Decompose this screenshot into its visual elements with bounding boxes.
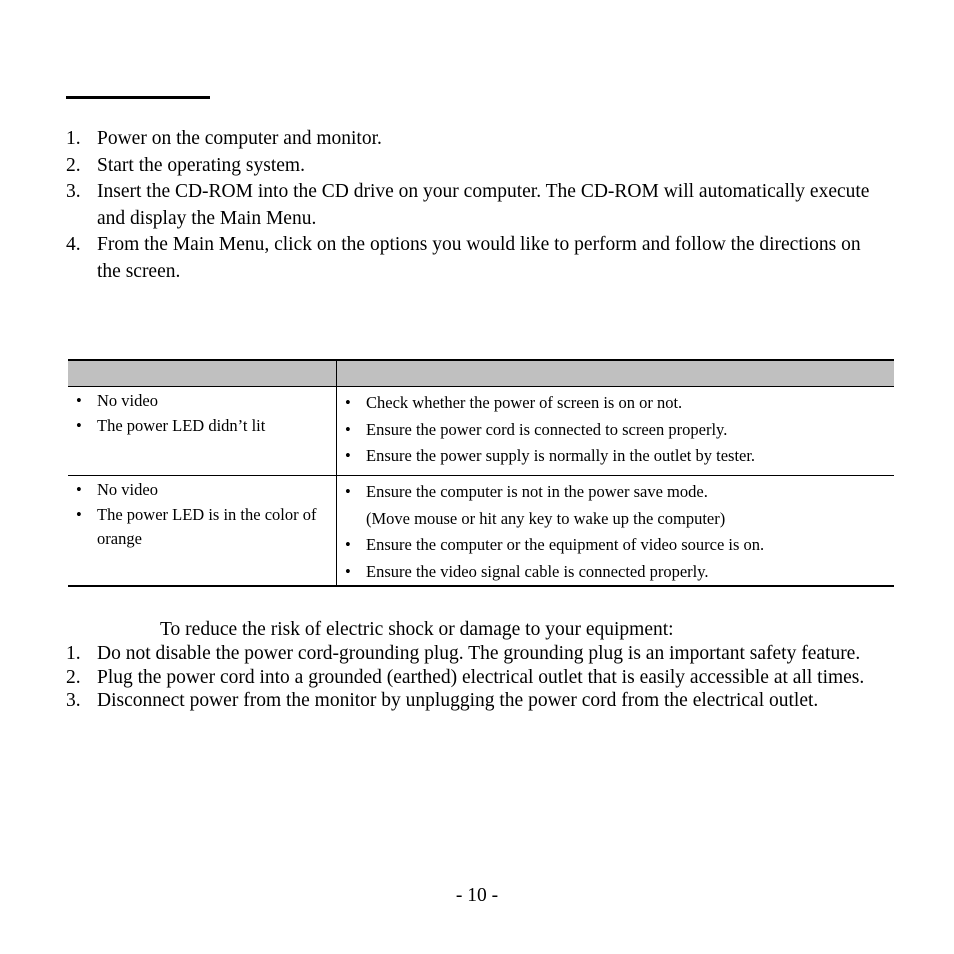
bullet-icon: • bbox=[76, 504, 82, 524]
warning-list bbox=[66, 642, 896, 713]
solution-column-header bbox=[337, 360, 895, 387]
list-item bbox=[345, 559, 894, 586]
list-item bbox=[345, 479, 894, 506]
step-number: 4. bbox=[66, 234, 81, 255]
solution-text: Ensure the power cord is connected to screen properly. bbox=[366, 419, 728, 439]
bullet-icon: • bbox=[345, 535, 351, 554]
list-item bbox=[76, 478, 336, 503]
warning-item bbox=[66, 666, 896, 690]
solution-text: Check whether the power of screen is on or not. bbox=[366, 393, 683, 412]
install-steps-list bbox=[66, 126, 886, 285]
step-text: Insert the CD-ROM into the CD drive on your computer. The CD-ROM will automatically execute and display the Main Menu. bbox=[97, 181, 870, 229]
solution-text: Ensure the computer is not in the power save mode. bbox=[366, 482, 708, 501]
list-item bbox=[345, 443, 894, 470]
bullet-icon: • bbox=[345, 446, 351, 465]
warning-number: 3. bbox=[66, 690, 81, 711]
list-item bbox=[76, 414, 336, 439]
bullet-icon: • bbox=[345, 393, 351, 412]
list-item bbox=[76, 503, 336, 552]
install-step bbox=[66, 179, 886, 232]
step-number: 2. bbox=[66, 154, 81, 176]
list-item bbox=[76, 389, 336, 414]
step-text: Power on the computer and monitor. bbox=[97, 128, 382, 149]
problem-text: No video bbox=[97, 391, 158, 410]
step-text: From the Main Menu, click on the options you would like to perform and follow the directions on the screen. bbox=[97, 234, 861, 282]
solution-text: Ensure the computer or the equipment of video source is on. bbox=[366, 535, 765, 554]
table-row bbox=[68, 476, 894, 587]
bullet-icon: • bbox=[76, 415, 82, 435]
solution-text: Ensure the power supply is normally in the outlet by tester. bbox=[366, 446, 756, 465]
list-item bbox=[345, 417, 894, 444]
warning-text: Plug the power cord into a grounded (earthed) electrical outlet that is easily accessible at all times. bbox=[97, 666, 865, 688]
warning-item bbox=[66, 689, 896, 713]
warning-intro: To reduce the risk of electric shock or damage to your equipment: bbox=[160, 619, 674, 640]
install-step bbox=[66, 126, 886, 153]
solution-cell bbox=[337, 387, 895, 476]
warning-number: 2. bbox=[66, 666, 81, 688]
section-heading-underline bbox=[66, 96, 210, 99]
problem-cell bbox=[68, 387, 337, 476]
list-item-continuation bbox=[345, 506, 894, 533]
solution-note-text: (Move mouse or hit any key to wake up the computer) bbox=[366, 508, 726, 528]
bullet-icon: • bbox=[76, 480, 82, 499]
table-row bbox=[68, 387, 894, 476]
solution-text: Ensure the video signal cable is connected properly. bbox=[366, 561, 709, 581]
warning-text: Disconnect power from the monitor by unplugging the power cord from the electrical outlet. bbox=[97, 690, 819, 711]
step-text: Start the operating system. bbox=[97, 154, 305, 176]
bullet-icon: • bbox=[345, 419, 351, 439]
problem-column-header bbox=[68, 360, 337, 387]
install-step bbox=[66, 153, 886, 180]
problem-text: The power LED is in the color of orange bbox=[97, 504, 317, 548]
problem-cell bbox=[68, 476, 337, 587]
list-item bbox=[345, 532, 894, 559]
problem-text: The power LED didn’t lit bbox=[97, 415, 266, 435]
list-item bbox=[345, 390, 894, 417]
warning-number: 1. bbox=[66, 643, 81, 664]
troubleshooting-table bbox=[68, 359, 894, 587]
warning-text: Do not disable the power cord-grounding plug. The grounding plug is an important safety feature. bbox=[97, 643, 861, 664]
warning-item bbox=[66, 642, 896, 666]
bullet-icon: • bbox=[345, 482, 351, 501]
bullet-icon: • bbox=[345, 561, 351, 581]
solution-cell bbox=[337, 476, 895, 587]
install-step bbox=[66, 232, 886, 285]
problem-text: No video bbox=[97, 480, 158, 499]
step-number: 3. bbox=[66, 181, 81, 202]
table-header-row bbox=[68, 360, 894, 387]
page-number: - 10 - bbox=[455, 885, 499, 906]
bullet-icon: • bbox=[76, 391, 82, 410]
step-number: 1. bbox=[66, 128, 81, 149]
